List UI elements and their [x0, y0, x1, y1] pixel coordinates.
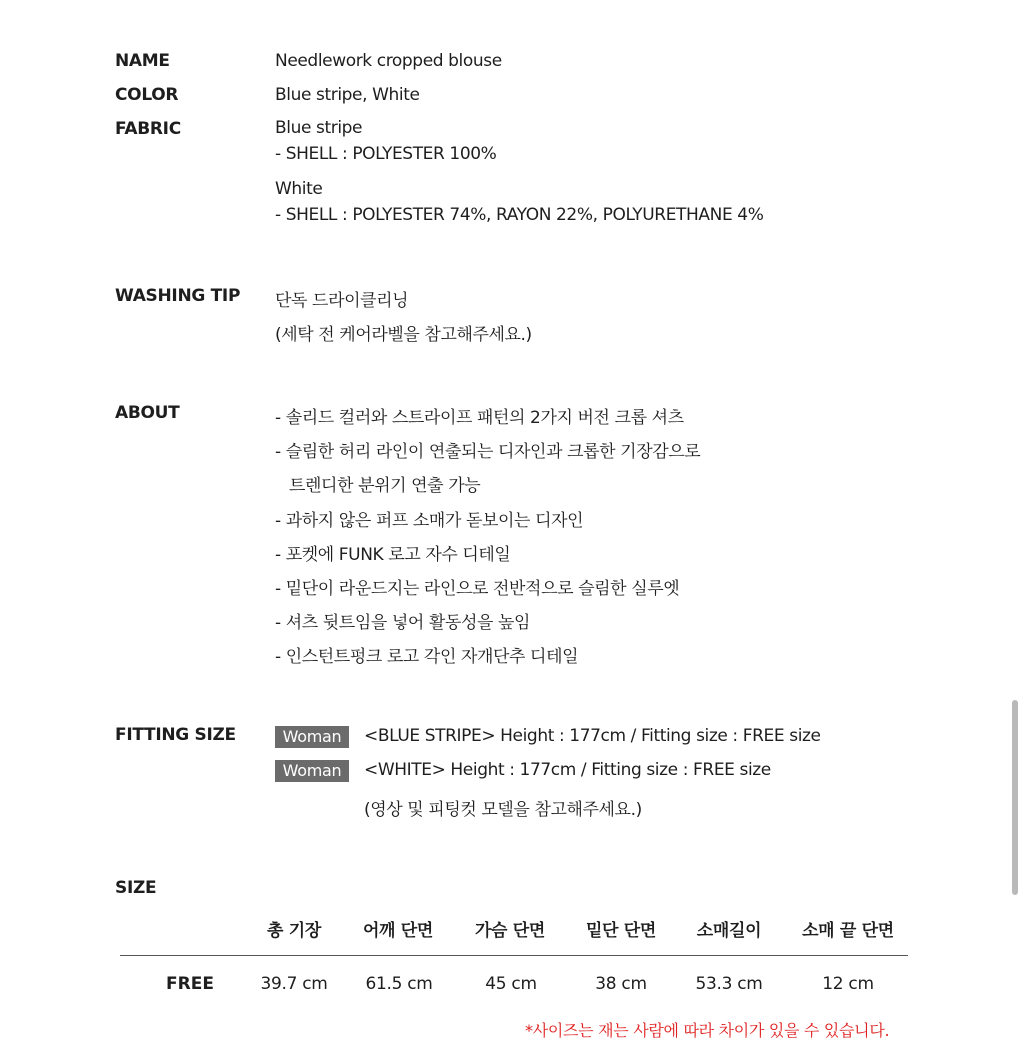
washing-tip-label: WASHING TIP [115, 286, 241, 306]
size-header: 총 기장 [267, 921, 321, 941]
about-line: - 포켓에 FUNK 로고 자수 디테일 [275, 545, 511, 565]
washing-line: 단독 드라이클리닝 [275, 291, 409, 311]
fabric-label: FABRIC [115, 119, 181, 139]
about-line: - 솔리드 컬러와 스트라이프 패턴의 2가지 버전 크롭 셔츠 [275, 408, 684, 428]
color-label: COLOR [115, 85, 179, 105]
fabric-line: Blue stripe [275, 118, 363, 138]
about-label: ABOUT [115, 403, 180, 423]
table-divider [120, 955, 908, 956]
fabric-line: White [275, 179, 323, 199]
size-header: 소매 끝 단면 [802, 921, 894, 941]
size-value: 39.7 cm [260, 974, 328, 994]
washing-line: (세탁 전 케어라벨을 참고해주세요.) [275, 325, 532, 345]
size-label: SIZE [115, 878, 157, 898]
size-value: 61.5 cm [365, 974, 433, 994]
woman-tag: Woman [275, 726, 349, 748]
woman-tag: Woman [275, 760, 349, 782]
size-header: 밑단 단면 [585, 921, 657, 941]
size-value: 12 cm [822, 974, 874, 994]
size-disclaimer: *사이즈는 재는 사람에 따라 차이가 있을 수 있습니다. [525, 1021, 890, 1040]
fitting-note: (영상 및 피팅컷 모델을 참고해주세요.) [364, 800, 642, 820]
fitting-size-label: FITTING SIZE [115, 725, 236, 745]
about-line: - 과하지 않은 퍼프 소매가 돋보이는 디자인 [275, 511, 584, 531]
fabric-line: - SHELL : POLYESTER 74%, RAYON 22%, POLYURETHANE 4% [275, 205, 764, 225]
about-line: 트렌디한 분위기 연출 가능 [289, 476, 481, 496]
about-line: - 밑단이 라운드지는 라인으로 전반적으로 슬림한 실루엣 [275, 579, 680, 599]
size-value: 45 cm [485, 974, 537, 994]
size-value: 38 cm [595, 974, 647, 994]
size-row-label: FREE [166, 974, 214, 994]
name-label: NAME [115, 51, 170, 71]
color-value: Blue stripe, White [275, 85, 420, 105]
name-value: Needlework cropped blouse [275, 51, 502, 71]
about-line: - 슬림한 허리 라인이 연출되는 디자인과 크롭한 기장감으로 [275, 442, 701, 462]
fitting-line: <WHITE> Height : 177cm / Fitting size : FREE size [364, 760, 771, 780]
fabric-line: - SHELL : POLYESTER 100% [275, 144, 497, 164]
size-value: 53.3 cm [695, 974, 763, 994]
about-line: - 셔츠 뒷트임을 넣어 활동성을 높임 [275, 613, 531, 633]
size-header: 어깨 단면 [362, 921, 434, 941]
scrollbar-thumb[interactable] [1012, 700, 1018, 895]
about-line: - 인스턴트펑크 로고 각인 자개단추 디테일 [275, 647, 579, 667]
fitting-line: <BLUE STRIPE> Height : 177cm / Fitting size : FREE size [364, 726, 821, 746]
size-header: 가슴 단면 [474, 921, 546, 941]
size-header: 소매길이 [696, 921, 762, 941]
